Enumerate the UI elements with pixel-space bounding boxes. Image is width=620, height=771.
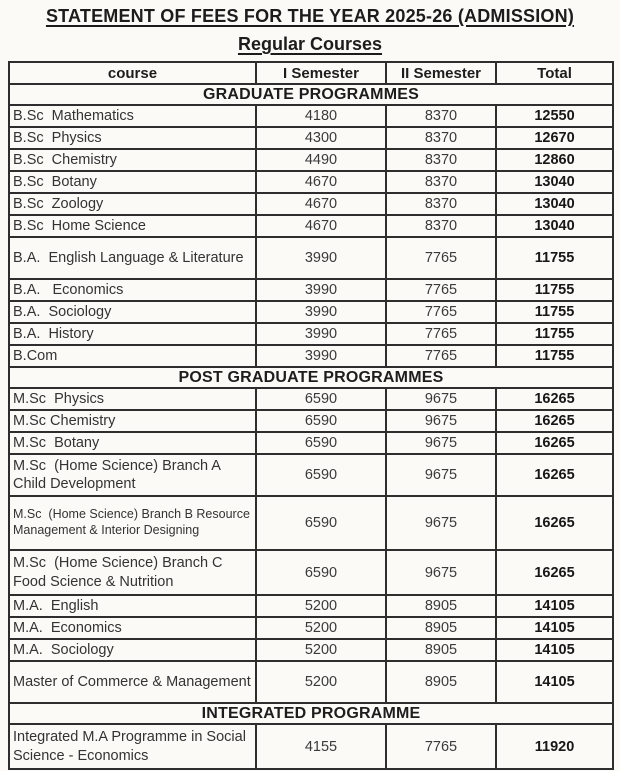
sem2-cell: 9675 — [386, 410, 496, 432]
sem1-cell: 6590 — [256, 550, 386, 595]
sem2-cell: 9675 — [386, 432, 496, 454]
course-cell: B.Sc Home Science — [9, 215, 256, 237]
total-cell: 11755 — [496, 323, 613, 345]
sem1-cell: 3990 — [256, 301, 386, 323]
course-cell: B.Sc Physics — [9, 127, 256, 149]
page-title: STATEMENT OF FEES FOR THE YEAR 2025-26 (ADMISSION) — [45, 6, 575, 26]
sem2-cell: 8370 — [386, 193, 496, 215]
total-cell: 11755 — [496, 345, 613, 367]
column-header-sem2: II Semester — [386, 62, 496, 84]
column-header-sem1: I Semester — [256, 62, 386, 84]
table-row — [9, 237, 613, 279]
table-row — [9, 595, 613, 617]
sem1-cell: 4490 — [256, 149, 386, 171]
table-row — [9, 661, 613, 703]
table-row — [9, 496, 613, 550]
total-cell: 16265 — [496, 432, 613, 454]
total-cell: 11755 — [496, 237, 613, 279]
table-row — [9, 193, 613, 215]
course-cell: M.A. English — [9, 595, 256, 617]
table-row — [9, 432, 613, 454]
sem2-cell: 8905 — [386, 661, 496, 703]
sem1-cell: 6590 — [256, 496, 386, 550]
sem1-cell: 6590 — [256, 432, 386, 454]
total-cell: 16265 — [496, 454, 613, 496]
table-row — [9, 171, 613, 193]
table-row — [9, 149, 613, 171]
sem1-cell: 3990 — [256, 323, 386, 345]
course-cell: M.Sc Botany — [9, 432, 256, 454]
table-row — [9, 550, 613, 595]
course-cell: M.Sc (Home Science) Branch B Resource Management & Interior Designing — [9, 496, 256, 550]
total-cell: 16265 — [496, 496, 613, 550]
total-cell: 14105 — [496, 595, 613, 617]
total-cell: 12550 — [496, 105, 613, 127]
sem1-cell: 6590 — [256, 410, 386, 432]
course-cell: B.A. English Language & Literature — [9, 237, 256, 279]
sem2-cell: 8370 — [386, 105, 496, 127]
table-row — [9, 724, 613, 769]
sem1-cell: 5200 — [256, 639, 386, 661]
sem2-cell: 8370 — [386, 171, 496, 193]
sem1-cell: 6590 — [256, 388, 386, 410]
sem1-cell: 4180 — [256, 105, 386, 127]
section-header-integrated — [9, 703, 613, 724]
table-row — [9, 388, 613, 410]
total-cell: 13040 — [496, 193, 613, 215]
sem1-cell: 4670 — [256, 171, 386, 193]
course-cell: Master of Commerce & Management — [9, 661, 256, 703]
sem1-cell: 5200 — [256, 661, 386, 703]
course-cell: B.Sc Mathematics — [9, 105, 256, 127]
sem1-cell: 3990 — [256, 237, 386, 279]
sem1-cell: 4155 — [256, 724, 386, 769]
section-header-postgraduate — [9, 367, 613, 388]
sem1-cell: 5200 — [256, 617, 386, 639]
total-cell: 14105 — [496, 617, 613, 639]
table-row — [9, 215, 613, 237]
total-cell: 11920 — [496, 724, 613, 769]
total-cell: 16265 — [496, 388, 613, 410]
table-row — [9, 345, 613, 367]
sem2-cell: 8370 — [386, 149, 496, 171]
total-cell: 11755 — [496, 279, 613, 301]
sem2-cell: 9675 — [386, 388, 496, 410]
sem2-cell: 9675 — [386, 496, 496, 550]
sem2-cell: 8370 — [386, 127, 496, 149]
sem1-cell: 4300 — [256, 127, 386, 149]
sem2-cell: 8370 — [386, 215, 496, 237]
table-row — [9, 127, 613, 149]
total-cell: 13040 — [496, 171, 613, 193]
sem1-cell: 5200 — [256, 595, 386, 617]
table-row — [9, 410, 613, 432]
total-cell: 13040 — [496, 215, 613, 237]
course-cell: B.A. Economics — [9, 279, 256, 301]
section-header-graduate — [9, 84, 613, 105]
total-cell: 12670 — [496, 127, 613, 149]
column-header-total: Total — [496, 62, 613, 84]
table-row — [9, 639, 613, 661]
table-header-row — [9, 62, 613, 84]
page-subtitle: Regular Courses — [237, 34, 383, 54]
total-cell: 14105 — [496, 639, 613, 661]
sem2-cell: 9675 — [386, 454, 496, 496]
sem1-cell: 4670 — [256, 215, 386, 237]
course-cell: B.Sc Botany — [9, 171, 256, 193]
sem2-cell: 8905 — [386, 595, 496, 617]
table-row — [9, 617, 613, 639]
total-cell: 12860 — [496, 149, 613, 171]
sem2-cell: 7765 — [386, 724, 496, 769]
course-cell: M.Sc (Home Science) Branch C Food Science & Nutrition — [9, 550, 256, 595]
sem2-cell: 7765 — [386, 345, 496, 367]
sem2-cell: 8905 — [386, 617, 496, 639]
course-cell: M.Sc (Home Science) Branch A Child Development — [9, 454, 256, 496]
course-cell: M.A. Economics — [9, 617, 256, 639]
sem2-cell: 7765 — [386, 323, 496, 345]
course-cell: M.Sc Physics — [9, 388, 256, 410]
fees-table — [8, 61, 614, 770]
section-header-label: INTEGRATED PROGRAMME — [9, 703, 613, 724]
course-cell: B.Sc Chemistry — [9, 149, 256, 171]
total-cell: 16265 — [496, 410, 613, 432]
column-header-course: course — [9, 62, 256, 84]
table-row — [9, 105, 613, 127]
total-cell: 16265 — [496, 550, 613, 595]
course-cell: M.A. Sociology — [9, 639, 256, 661]
course-cell: B.A. Sociology — [9, 301, 256, 323]
sem2-cell: 7765 — [386, 301, 496, 323]
total-cell: 14105 — [496, 661, 613, 703]
section-header-label: GRADUATE PROGRAMMES — [9, 84, 613, 105]
course-cell: B.Com — [9, 345, 256, 367]
table-row — [9, 301, 613, 323]
course-cell: B.A. History — [9, 323, 256, 345]
table-row — [9, 279, 613, 301]
sem1-cell: 3990 — [256, 345, 386, 367]
table-row — [9, 454, 613, 496]
total-cell: 11755 — [496, 301, 613, 323]
sem1-cell: 6590 — [256, 454, 386, 496]
course-cell: M.Sc Chemistry — [9, 410, 256, 432]
course-cell: B.Sc Zoology — [9, 193, 256, 215]
course-cell: Integrated M.A Programme in Social Science - Economics — [9, 724, 256, 769]
sem2-cell: 8905 — [386, 639, 496, 661]
sem2-cell: 7765 — [386, 237, 496, 279]
table-row — [9, 323, 613, 345]
sem2-cell: 7765 — [386, 279, 496, 301]
sem2-cell: 9675 — [386, 550, 496, 595]
sem1-cell: 3990 — [256, 279, 386, 301]
section-header-label: POST GRADUATE PROGRAMMES — [9, 367, 613, 388]
sem1-cell: 4670 — [256, 193, 386, 215]
